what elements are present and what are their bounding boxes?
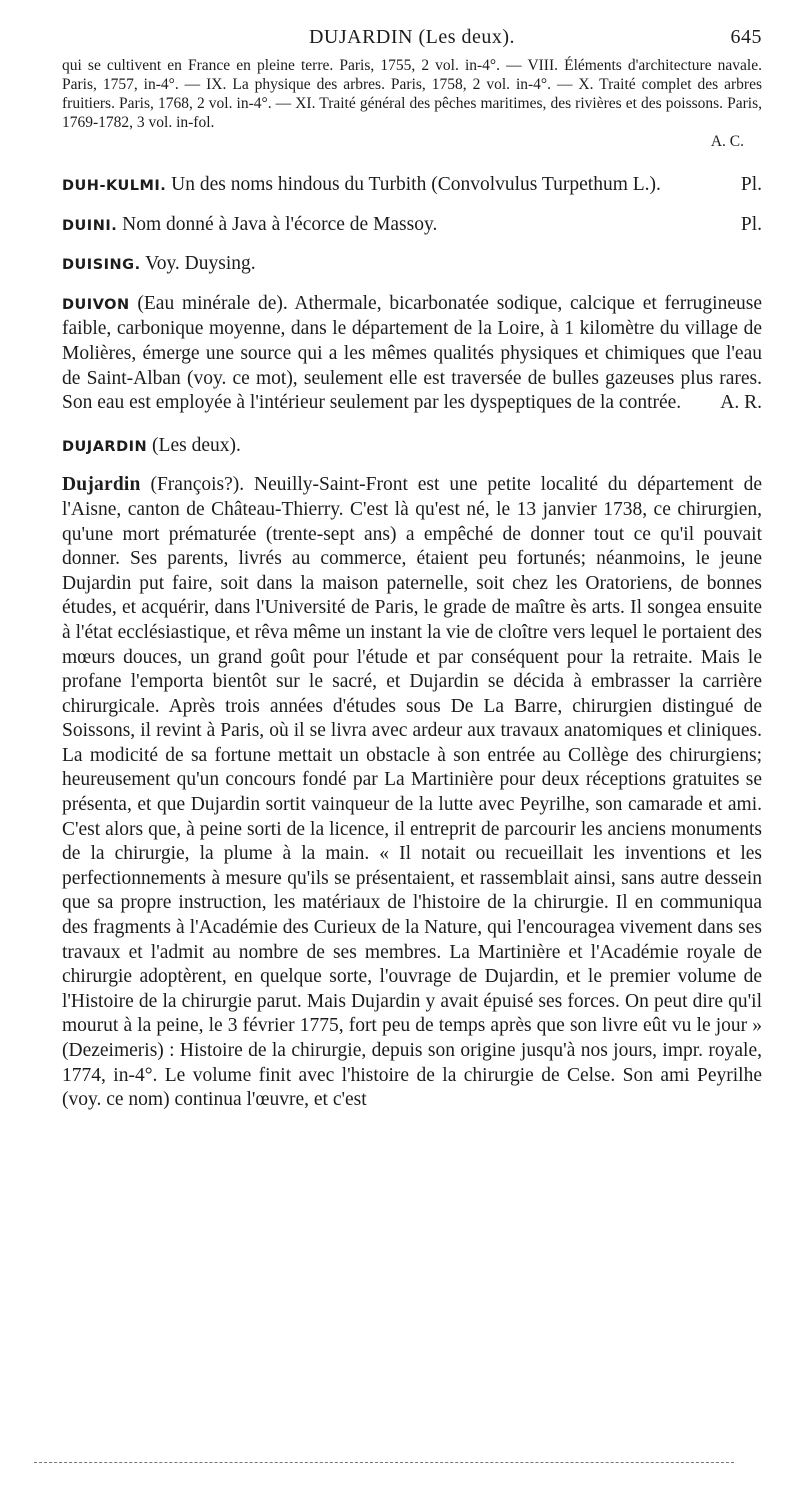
entry-text: Voy. Duysing.: [145, 253, 256, 275]
running-head: [62, 26, 762, 52]
entry-text: (Les deux).: [152, 434, 241, 456]
entry-duini: [62, 213, 762, 239]
entry-headword: DUINI.: [62, 217, 118, 234]
entry-headword: DUISING.: [62, 257, 141, 274]
entry-author: Pl.: [740, 174, 762, 195]
article-text: (François?). Neuilly-Saint-Front est une petite localité du département de l'Aisne, canton de Château-Thierry. C'est là qu'est né, le 13 janvier 1738, ce chirurgien, qu'une mort prématurée (trente-sept ans) a empêché de donner tout ce qu'il pouvait donner. Ses parents, livrés au commerce, étaient peu fortunés; néanmoins, le jeune Dujardin put faire, soit dans la maison paternelle, soit chez les Oratoriens, de bonnes études, et acquérir, dans l'Université de Paris, le grade de maître ès arts. Il songea ensuite à l'état ecclésiastique, et rêva même un instant la vie de cloître vers lequel le portaient des mœurs douces, un grand goût pour l'étude et par conséquent pour la retraite. Mais le profane l'emporta bientôt sur le sacré, et Dujardin se décida à embrasser la carrière chirurgicale. Après trois années d'études sous De La Barre, chirurgien distingué de Soissons, il revint à Paris, où il se livra avec ardeur aux travaux anatomiques et cliniques. La modicité de sa fortune mettait un obstacle à son entrée au Collège des chirurgiens; heureusement qu'un concours fondé par La Martinière pour deux réceptions gratuites se présenta, et que Dujardin sortit vainqueur de la lutte avec Peyrilhe, son camarade et ami. C'est alors que, à peine sorti de la licence, il entreprit de parcourir les anciens monuments de la chirurgie, la plume à la main. « Il notait ou recueillait les inventions et les perfectionnements à mesure qu'ils se présentaient, et rassemblait ainsi, sans autre dessein que sa propre instruction, les matériaux de l'histoire de la chirurgie. Il en communiqua des fragments à l'Académie des Curieux de la Nature, qui l'encouragea vivement dans ses travaux et l'admit au nombre de ses membres. La Martinière et l'Académie royale de chirurgie adoptèrent, en quelque sorte, l'ouvrage de Dujardin, et le premier volume de l'Histoire de la chirurgie parut. Mais Dujardin y avait épuisé ses forces. On peut dire qu'il mourut à la peine, le 3 février 1775, fort peu de temps après que son livre eût vu le jour » (Dezeimeris) : Histoire de la chirurgie, depuis son origine jusqu'à nos jours, impr. royale, 1774, in-4°. Le volume finit avec l'histoire de la chirurgie de Celse. Son ami Peyrilhe (voy. ce nom) continua l'œuvre, et c'est: [62, 474, 763, 1111]
entry-dujardin: [62, 434, 762, 460]
page-number: 645: [730, 26, 762, 48]
entry-duh-kulmi: [62, 173, 762, 199]
article-headword: Dujardin: [62, 474, 141, 496]
running-title: DUJARDIN (Les deux).: [308, 26, 516, 48]
entry-text: Un des noms hindous du Turbith (Convolvulus Turpethum L.).: [171, 174, 661, 195]
entry-headword: DUH-KULMI.: [62, 178, 167, 194]
continued-bibliography: [62, 56, 762, 132]
article-dujardin-francois: [62, 473, 762, 1112]
intro-author-signature: A. C.: [710, 133, 744, 150]
entry-author: Pl.: [740, 213, 762, 235]
footer-rule: [34, 1462, 734, 1463]
entry-author: A. R.: [720, 392, 762, 414]
continued-bibliography-text: qui se cultivent en France en pleine terre. Paris, 1755, 2 vol. in-4°. — VIII. Éléments d'architecture navale. Paris, 1757, in-4°. — IX. La physique des arbres. Paris, 1758, 2 vol. in-4°. — X. Traité complet des arbres fruitiers. Paris, 1768, 2 vol. in-4°. — XI. Traité général des pêches maritimes, des rivières et des poissons. Paris, 1769-1782, 3 vol. in-fol.: [62, 57, 762, 131]
entry-headword: DUIVON: [62, 296, 130, 313]
entry-duivon: [62, 292, 762, 416]
entry-text: (Eau minérale de). Athermale, bicarbonatée sodique, calcique et ferrugineuse faible, carbonique moyenne, dans le département de la Loire, à 1 kilomètre du village de Molières, émerge une source qui a les mêmes qualités physiques et chimiques que l'eau de Saint-Alban (voy. ce mot), seulement elle est traversée de bulles gazeuses plus rares. Son eau est employée à l'intérieur seulement par les dyspeptiques de la contrée.: [62, 292, 762, 414]
entry-headword: DUJARDIN: [62, 438, 148, 455]
entry-text: Nom donné à Java à l'écorce de Massoy.: [122, 213, 438, 235]
entry-duising: [62, 252, 762, 278]
document-page: [62, 26, 762, 1113]
